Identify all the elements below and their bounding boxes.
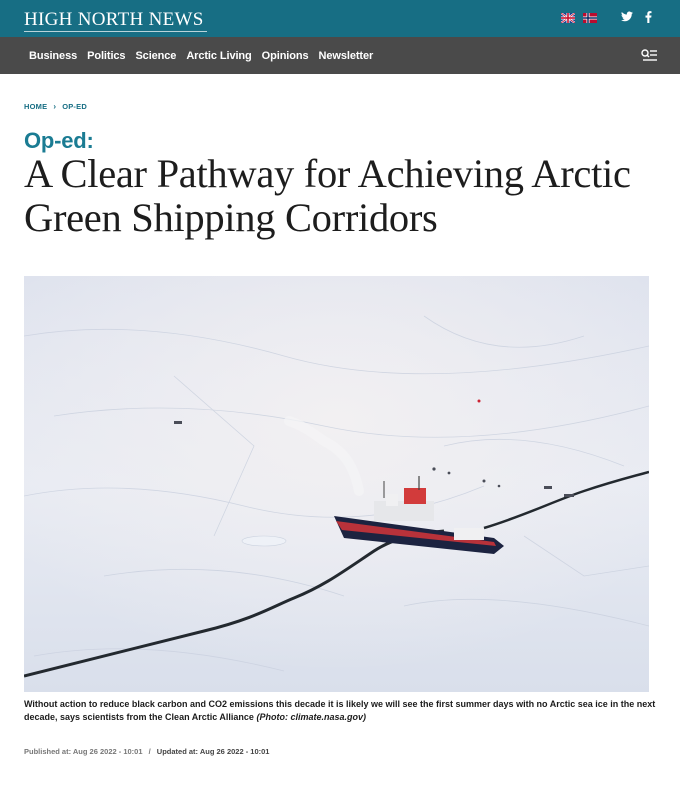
search-menu-icon[interactable] <box>641 49 657 62</box>
nav-items <box>29 37 383 74</box>
nav-science[interactable]: Science <box>135 49 177 62</box>
twitter-icon[interactable] <box>621 11 633 22</box>
uk-flag-icon[interactable] <box>561 13 575 23</box>
facebook-icon[interactable] <box>645 11 652 23</box>
icebreaker-image <box>24 276 649 692</box>
nav-politics[interactable]: Politics <box>87 49 126 62</box>
language-switcher <box>561 13 597 23</box>
logo-underline <box>24 31 207 32</box>
article-photo <box>24 276 649 692</box>
date-separator: / <box>148 747 151 756</box>
caption-credit: (Photo: climate.nasa.gov) <box>256 712 366 722</box>
nav-arctic-living[interactable]: Arctic Living <box>186 49 252 62</box>
top-bar <box>0 0 680 37</box>
caption-text: Without action to reduce black carbon and CO2 emissions this decade it is likely we will see the first summer days with no Arctic sea ice in the next decade, says scientists from the Clean Arctic Alliance <box>24 699 656 722</box>
photo-caption <box>24 698 664 724</box>
breadcrumb-section[interactable]: OP-ED <box>62 102 87 111</box>
article-title: A Clear Pathway for Achieving Arctic Green Shipping Corridors <box>24 151 631 240</box>
breadcrumb <box>24 102 87 111</box>
nav-business[interactable]: Business <box>29 49 78 62</box>
nav-opinions[interactable]: Opinions <box>261 49 309 62</box>
breadcrumb-home[interactable]: HOME <box>24 102 48 111</box>
article-dates <box>24 747 269 756</box>
article-kicker: Op-ed: <box>24 128 94 153</box>
main-nav <box>0 37 680 74</box>
nav-newsletter[interactable]: Newsletter <box>318 49 374 62</box>
site-logo[interactable]: HIGH NORTH NEWS <box>24 9 204 30</box>
updated-date: Updated at: Aug 26 2022 - 10:01 <box>156 747 270 756</box>
social-links <box>621 11 652 23</box>
breadcrumb-separator-icon: › <box>53 102 57 111</box>
norway-flag-icon[interactable] <box>583 13 597 23</box>
published-date: Published at: Aug 26 2022 - 10:01 <box>24 747 143 756</box>
